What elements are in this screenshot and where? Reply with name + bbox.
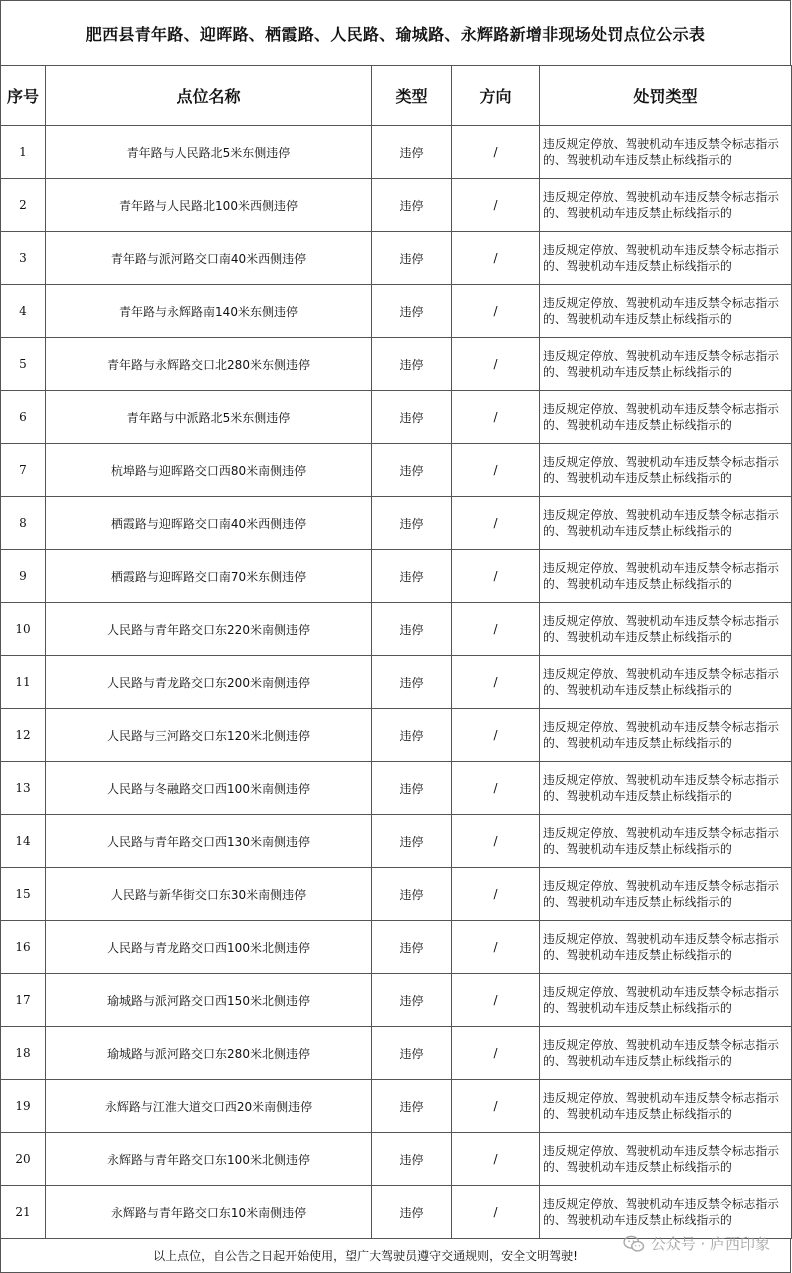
violation-type: 违停 — [372, 179, 452, 232]
row-index: 20 — [1, 1133, 46, 1186]
row-index: 19 — [1, 1080, 46, 1133]
penalty-type: 违反规定停放、驾驶机动车违反禁令标志指示的、驾驶机动车违反禁止标线指示的 — [540, 603, 792, 656]
direction: / — [452, 1080, 540, 1133]
row-index: 11 — [1, 656, 46, 709]
point-name: 青年路与永辉路交口北280米东侧违停 — [46, 338, 372, 391]
point-name: 人民路与青年路交口东220米南侧违停 — [46, 603, 372, 656]
table-row — [1, 1186, 792, 1239]
row-index: 18 — [1, 1027, 46, 1080]
row-index: 6 — [1, 391, 46, 444]
point-name: 瑜城路与派河路交口东280米北侧违停 — [46, 1027, 372, 1080]
penalty-points-table — [0, 65, 792, 1239]
direction: / — [452, 974, 540, 1027]
direction: / — [452, 1133, 540, 1186]
table-row — [1, 444, 792, 497]
direction: / — [452, 762, 540, 815]
point-name: 杭埠路与迎晖路交口西80米南侧违停 — [46, 444, 372, 497]
table-row — [1, 232, 792, 285]
table-row — [1, 126, 792, 179]
watermark-text: 公众号 · 庐西印象 — [650, 1235, 770, 1253]
point-name: 永辉路与青年路交口东10米南侧违停 — [46, 1186, 372, 1239]
row-index: 14 — [1, 815, 46, 868]
violation-type: 违停 — [372, 550, 452, 603]
penalty-type: 违反规定停放、驾驶机动车违反禁令标志指示的、驾驶机动车违反禁止标线指示的 — [540, 444, 792, 497]
table-row — [1, 338, 792, 391]
row-index: 10 — [1, 603, 46, 656]
row-index: 21 — [1, 1186, 46, 1239]
direction: / — [452, 444, 540, 497]
violation-type: 违停 — [372, 921, 452, 974]
penalty-type: 违反规定停放、驾驶机动车违反禁令标志指示的、驾驶机动车违反禁止标线指示的 — [540, 1133, 792, 1186]
table-row — [1, 550, 792, 603]
point-name: 人民路与青年路交口西130米南侧违停 — [46, 815, 372, 868]
point-name: 青年路与永辉路南140米东侧违停 — [46, 285, 372, 338]
page-title: 肥西县青年路、迎晖路、栖霞路、人民路、瑜城路、永辉路新增非现场处罚点位公示表 — [0, 0, 791, 65]
table-row — [1, 285, 792, 338]
violation-type: 违停 — [372, 603, 452, 656]
penalty-type: 违反规定停放、驾驶机动车违反禁令标志指示的、驾驶机动车违反禁止标线指示的 — [540, 921, 792, 974]
direction: / — [452, 1186, 540, 1239]
point-name: 永辉路与江淮大道交口西20米南侧违停 — [46, 1080, 372, 1133]
violation-type: 违停 — [372, 656, 452, 709]
violation-type: 违停 — [372, 497, 452, 550]
point-name: 永辉路与青年路交口东100米北侧违停 — [46, 1133, 372, 1186]
penalty-type: 违反规定停放、驾驶机动车违反禁令标志指示的、驾驶机动车违反禁止标线指示的 — [540, 179, 792, 232]
table-row — [1, 1133, 792, 1186]
point-name: 栖霞路与迎晖路交口南40米西侧违停 — [46, 497, 372, 550]
penalty-type: 违反规定停放、驾驶机动车违反禁令标志指示的、驾驶机动车违反禁止标线指示的 — [540, 391, 792, 444]
row-index: 3 — [1, 232, 46, 285]
point-name: 人民路与三河路交口东120米北侧违停 — [46, 709, 372, 762]
row-index: 5 — [1, 338, 46, 391]
row-index: 13 — [1, 762, 46, 815]
row-index: 16 — [1, 921, 46, 974]
header-name: 点位名称 — [46, 66, 372, 126]
row-index: 12 — [1, 709, 46, 762]
violation-type: 违停 — [372, 126, 452, 179]
penalty-type: 违反规定停放、驾驶机动车违反禁令标志指示的、驾驶机动车违反禁止标线指示的 — [540, 1186, 792, 1239]
direction: / — [452, 232, 540, 285]
row-index: 17 — [1, 974, 46, 1027]
direction: / — [452, 285, 540, 338]
table-row — [1, 179, 792, 232]
direction: / — [452, 709, 540, 762]
violation-type: 违停 — [372, 391, 452, 444]
point-name: 青年路与派河路交口南40米西侧违停 — [46, 232, 372, 285]
table-row — [1, 815, 792, 868]
point-name: 人民路与新华街交口东30米南侧违停 — [46, 868, 372, 921]
penalty-type: 违反规定停放、驾驶机动车违反禁令标志指示的、驾驶机动车违反禁止标线指示的 — [540, 497, 792, 550]
violation-type: 违停 — [372, 815, 452, 868]
penalty-type: 违反规定停放、驾驶机动车违反禁令标志指示的、驾驶机动车违反禁止标线指示的 — [540, 762, 792, 815]
penalty-type: 违反规定停放、驾驶机动车违反禁令标志指示的、驾驶机动车违反禁止标线指示的 — [540, 656, 792, 709]
header-type: 类型 — [372, 66, 452, 126]
violation-type: 违停 — [372, 285, 452, 338]
row-index: 15 — [1, 868, 46, 921]
table-row — [1, 868, 792, 921]
table-row — [1, 921, 792, 974]
penalty-type: 违反规定停放、驾驶机动车违反禁令标志指示的、驾驶机动车违反禁止标线指示的 — [540, 709, 792, 762]
penalty-type: 违反规定停放、驾驶机动车违反禁令标志指示的、驾驶机动车违反禁止标线指示的 — [540, 1080, 792, 1133]
point-name: 人民路与青龙路交口东200米南侧违停 — [46, 656, 372, 709]
row-index: 1 — [1, 126, 46, 179]
direction: / — [452, 338, 540, 391]
violation-type: 违停 — [372, 868, 452, 921]
footer-text: 以上点位，自公告之日起开始使用，望广大驾驶员遵守交通规则，安全文明驾驶! — [153, 1248, 578, 1263]
table-row — [1, 391, 792, 444]
direction: / — [452, 815, 540, 868]
penalty-type: 违反规定停放、驾驶机动车违反禁令标志指示的、驾驶机动车违反禁止标线指示的 — [540, 1027, 792, 1080]
table-row — [1, 1080, 792, 1133]
violation-type: 违停 — [372, 709, 452, 762]
penalty-type: 违反规定停放、驾驶机动车违反禁令标志指示的、驾驶机动车违反禁止标线指示的 — [540, 815, 792, 868]
watermark — [623, 1233, 770, 1254]
row-index: 2 — [1, 179, 46, 232]
direction: / — [452, 603, 540, 656]
table-row — [1, 603, 792, 656]
point-name: 瑜城路与派河路交口西150米北侧违停 — [46, 974, 372, 1027]
violation-type: 违停 — [372, 338, 452, 391]
row-index: 4 — [1, 285, 46, 338]
penalty-type: 违反规定停放、驾驶机动车违反禁令标志指示的、驾驶机动车违反禁止标线指示的 — [540, 868, 792, 921]
direction: / — [452, 497, 540, 550]
direction: / — [452, 1027, 540, 1080]
direction: / — [452, 126, 540, 179]
direction: / — [452, 550, 540, 603]
point-name: 人民路与青龙路交口西100米北侧违停 — [46, 921, 372, 974]
row-index: 7 — [1, 444, 46, 497]
table-row — [1, 709, 792, 762]
point-name: 青年路与人民路北100米西侧违停 — [46, 179, 372, 232]
table-row — [1, 974, 792, 1027]
violation-type: 违停 — [372, 444, 452, 497]
violation-type: 违停 — [372, 1080, 452, 1133]
penalty-type: 违反规定停放、驾驶机动车违反禁令标志指示的、驾驶机动车违反禁止标线指示的 — [540, 285, 792, 338]
header-index: 序号 — [1, 66, 46, 126]
table-row — [1, 762, 792, 815]
penalty-type: 违反规定停放、驾驶机动车违反禁令标志指示的、驾驶机动车违反禁止标线指示的 — [540, 232, 792, 285]
penalty-type: 违反规定停放、驾驶机动车违反禁令标志指示的、驾驶机动车违反禁止标线指示的 — [540, 338, 792, 391]
row-index: 9 — [1, 550, 46, 603]
direction: / — [452, 868, 540, 921]
header-penalty: 处罚类型 — [540, 66, 792, 126]
point-name: 人民路与冬融路交口西100米南侧违停 — [46, 762, 372, 815]
table-body — [1, 126, 792, 1239]
violation-type: 违停 — [372, 974, 452, 1027]
violation-type: 违停 — [372, 762, 452, 815]
table-row — [1, 497, 792, 550]
penalty-type: 违反规定停放、驾驶机动车违反禁令标志指示的、驾驶机动车违反禁止标线指示的 — [540, 126, 792, 179]
point-name: 青年路与人民路北5米东侧违停 — [46, 126, 372, 179]
violation-type: 违停 — [372, 232, 452, 285]
violation-type: 违停 — [372, 1133, 452, 1186]
wechat-icon — [623, 1235, 645, 1253]
direction: / — [452, 391, 540, 444]
penalty-type: 违反规定停放、驾驶机动车违反禁令标志指示的、驾驶机动车违反禁止标线指示的 — [540, 550, 792, 603]
row-index: 8 — [1, 497, 46, 550]
violation-type: 违停 — [372, 1186, 452, 1239]
penalty-type: 违反规定停放、驾驶机动车违反禁令标志指示的、驾驶机动车违反禁止标线指示的 — [540, 974, 792, 1027]
violation-type: 违停 — [372, 1027, 452, 1080]
direction: / — [452, 656, 540, 709]
table-row — [1, 656, 792, 709]
direction: / — [452, 179, 540, 232]
header-direction: 方向 — [452, 66, 540, 126]
point-name: 栖霞路与迎晖路交口南70米东侧违停 — [46, 550, 372, 603]
direction: / — [452, 921, 540, 974]
table-header-row — [1, 66, 792, 126]
point-name: 青年路与中派路北5米东侧违停 — [46, 391, 372, 444]
table-row — [1, 1027, 792, 1080]
